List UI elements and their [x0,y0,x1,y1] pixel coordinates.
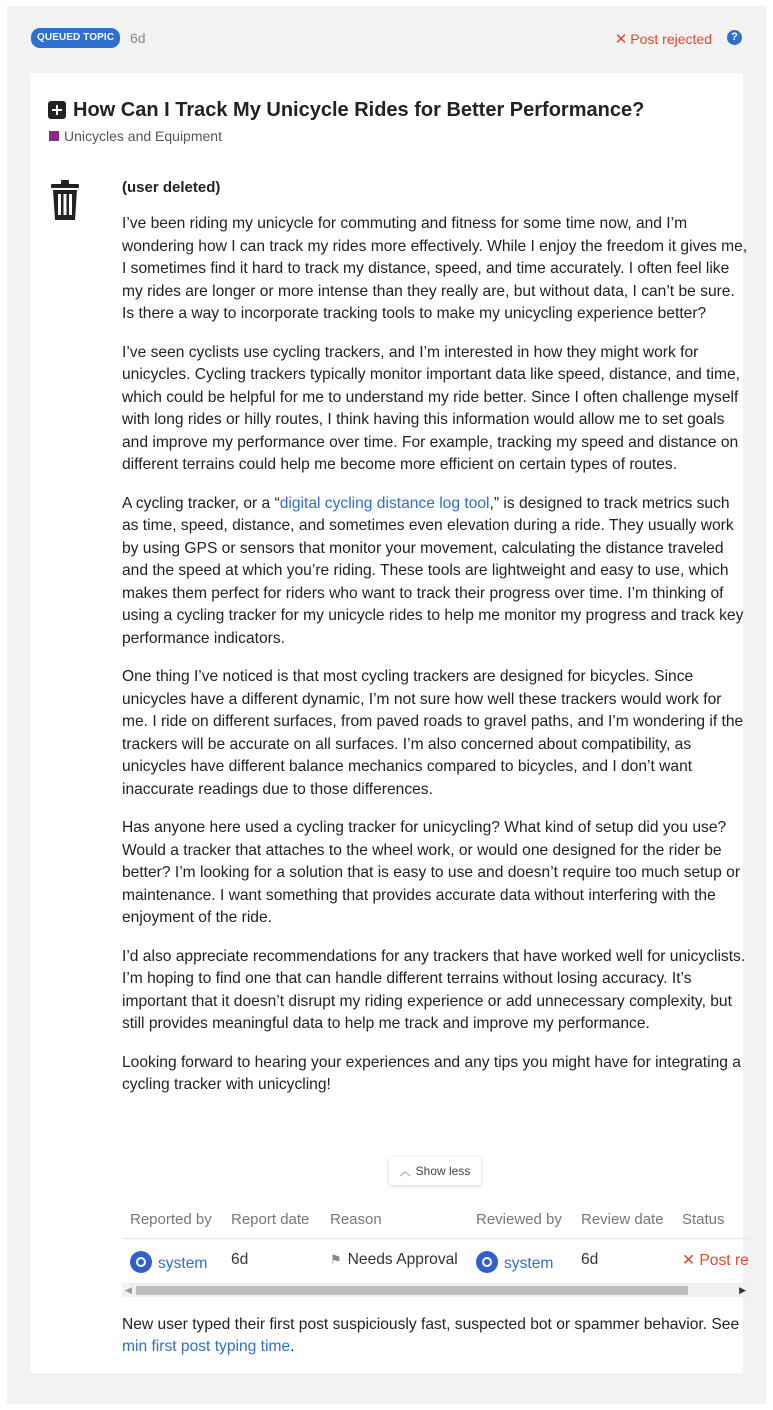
category-name: Unicycles and Equipment [64,128,222,144]
review-date-cell: 6d [581,1251,599,1268]
review-header [31,28,742,52]
post-paragraph: Looking forward to hearing your experiences and any tips you might have for integrating a cycling tracker with unicycling! [122,1053,741,1093]
post-paragraph: A cycling tracker, or a “digital cycling distance log tool,” is designed to track metrics such as time, speed, distance, and sometimes even elevation during a ride. They usually work by using GPS or sensors that monitor your movement, calculating the distance traveled and the speed at which you’re riding. These tools are lightweight and easy to use, which makes them perfect for riders who want to track their progress over time. I’m thinking of using a cycling tracker for my unicycle rides to help me monitor my progress and track key performance indicators. [122,494,744,647]
col-status: Status [682,1211,725,1228]
col-report-date: Report date [231,1211,310,1228]
topic-title[interactable]: How Can I Track My Unicycle Rides for Better Performance? [73,99,645,121]
post-paragraph: I’ve been riding my unicycle for commuting and fitness for some time now, and I’m wondering how I can track my rides more effectively. While I enjoy the freedom it gives me, I sometimes find it hard to track my distance, speed, and time accurately. I often feel like my rides are longer or more intense than they really are, but without data, I can’t be sure. Is there a way to incorporate tracking tools to make my unicycling experience better? [122,215,748,322]
expand-plus-icon[interactable] [48,101,66,119]
col-review-date: Review date [581,1211,664,1228]
scroll-left-arrow-icon[interactable]: ◀ [125,1285,132,1295]
reason-cell: ⚑ Needs Approval [330,1251,458,1268]
post-body [122,213,750,1113]
scrollbar-thumb[interactable] [136,1286,688,1295]
col-reported-by: Reported by [130,1211,212,1228]
chevron-up-icon: ︿ [399,1166,411,1178]
show-less-label: Show less [415,1164,471,1178]
avatar [476,1251,498,1273]
score-reason-note: New user typed their first post suspiciously fast, suspected bot or spammer behavior. See min first post typing time. [122,1316,740,1355]
review-item [7,6,766,1404]
close-icon: ✕ [614,31,628,48]
queued-topic-badge: QUEUED TOPIC [31,28,120,48]
report-date-cell: 6d [231,1251,249,1268]
help-icon[interactable]: ? [727,30,742,45]
table-row [122,1239,750,1281]
flag-icon: ⚑ [330,1252,342,1267]
show-less-button[interactable] [389,1157,481,1185]
close-icon: ✕ [682,1252,700,1269]
col-reviewed-by: Reviewed by [476,1211,562,1228]
table-header [122,1201,750,1239]
cycling-log-tool-link[interactable]: digital cycling distance log tool [279,494,490,512]
category-badge[interactable] [49,128,222,144]
post-paragraph: I’d also appreciate recommendations for any trackers that have worked well for unicyclists. I’m hoping to find one that can handle different terrains without losing accuracy. It’s important that it doesn’t disrupt my riding experience or add unnecessary complexity, but still provides meaningful data to help me track and improve my performance. [122,947,746,1032]
col-reason: Reason [330,1211,382,1228]
topic-card [30,73,749,1373]
post-rejected-status [615,30,712,48]
horizontal-scrollbar[interactable] [122,1283,750,1297]
reviewed-by-user[interactable]: system [476,1251,553,1273]
reviewables-table [122,1201,750,1297]
reported-by-user[interactable]: system [130,1251,207,1273]
post-paragraph: One thing I’ve noticed is that most cycling trackers are designed for bicycles. Since unicycles have a different dynamic, I’m not sure how well these trackers would work for me. I ride on different surfaces, from paved roads to gravel paths, and I’m wondering if the trackers will be accurate on all surfaces. I’m also concerned about compatibility, as unicycles have different balance mechanics compared to bicycles, and I don’t want inaccurate readings due to those differences. [122,668,744,798]
status-cell: ✕ Post re [682,1252,749,1269]
post-paragraph: I’ve seen cyclists use cycling trackers, and I’m interested in how they might work for unicycles. Cycling trackers typically monitor important data like speed, distance, and time, which could be helpful for me to understand my ride better. Since I often challenge myself with long rides or hilly routes, I think having this information would allow me to set goals and improve my performance over time. For example, tracking my speed and distance on different terrains could help me become more efficient on certain types of routes. [122,343,740,473]
min-first-post-typing-time-link[interactable]: min first post typing time [122,1338,291,1355]
status-label: Post rejected [630,31,712,47]
avatar [130,1251,152,1273]
trash-icon [51,180,79,220]
scroll-right-arrow-icon[interactable]: ▶ [739,1285,746,1295]
post-author: (user deleted) [122,179,221,196]
post-paragraph: Has anyone here used a cycling tracker for unicycling? What kind of setup did you use? Would a tracker that attaches to the wheel work, or would one designed for the rider be better? I’m looking for a solution that is easy to use and doesn’t require too much setup or maintenance. I want something that provides accurate data without interfering with the enjoyment of the ride. [122,819,741,926]
category-color-swatch [49,131,59,141]
item-age: 6d [130,30,146,46]
